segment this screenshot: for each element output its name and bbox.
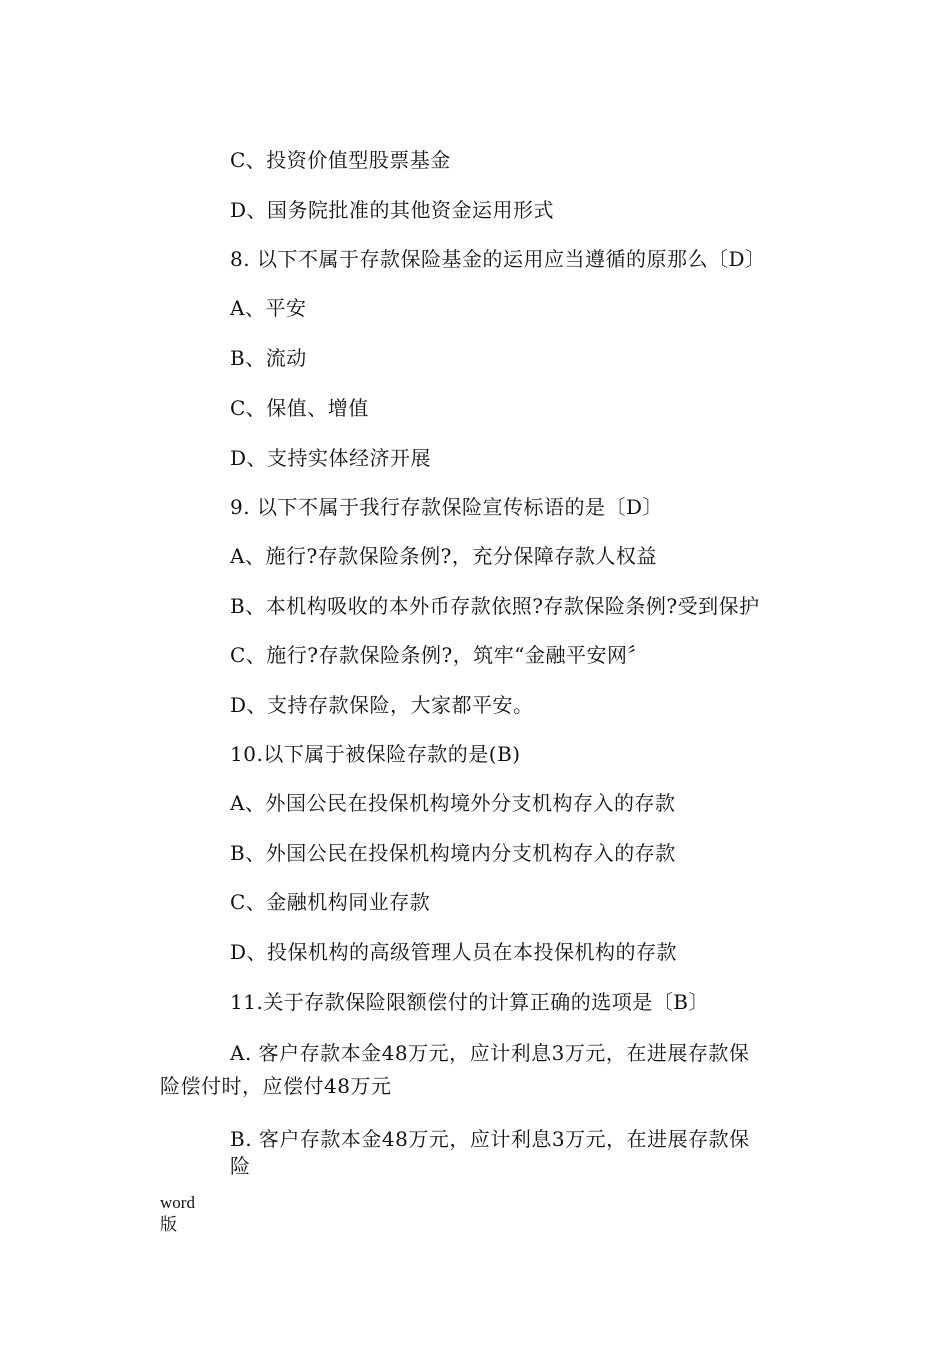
question-8: 8. 以下不属于存款保险基金的运用应当遵循的原那么〔D〕: [230, 247, 766, 271]
option-7d: D、国务院批准的其他资金运用形式: [230, 198, 555, 222]
option-10a: A、外国公民在投保机构境外分支机构存入的存款: [230, 791, 676, 815]
option-9b: B、本机构吸收的本外币存款依照?存款保险条例?受到保护: [230, 594, 760, 618]
footer-word: word: [160, 1193, 195, 1212]
option-10b: B、外国公民在投保机构境内分支机构存入的存款: [230, 841, 676, 865]
question-11: 11.关于存款保险限额偿付的计算正确的选项是〔B〕: [230, 990, 710, 1014]
option-8a: A、平安: [230, 296, 307, 320]
footer-version: 版: [160, 1215, 177, 1234]
option-10d: D、投保机构的高级管理人员在本投保机构的存款: [230, 940, 678, 964]
option-8d: D、支持实体经济开展: [230, 446, 432, 470]
option-11a-line2: 险偿付时，应偿付48万元: [160, 1074, 392, 1098]
option-8c: C、保值、增值: [230, 396, 369, 420]
option-10c: C、金融机构同业存款: [230, 890, 431, 914]
option-11a-line1: A. 客户存款本金48万元，应计利息3万元，在进展存款保: [230, 1041, 750, 1065]
option-9c: C、施行?存款保险条例?，筑牢“金融平安网〞: [230, 643, 648, 667]
option-9d: D、支持存款保险，大家都平安。: [230, 693, 534, 717]
option-11b-line1: B. 客户存款本金48万元，应计利息3万元，在进展存款保: [230, 1127, 750, 1151]
option-8b: B、流动: [230, 346, 307, 370]
option-9a: A、施行?存款保险条例?，充分保障存款人权益: [230, 544, 657, 568]
question-9: 9. 以下不属于我行存款保险宣传标语的是〔D〕: [230, 495, 663, 519]
question-10: 10.以下属于被保险存款的是(B): [230, 742, 521, 766]
option-7c: C、投资价值型股票基金: [230, 148, 451, 172]
option-11b-line2: 险: [230, 1154, 251, 1178]
